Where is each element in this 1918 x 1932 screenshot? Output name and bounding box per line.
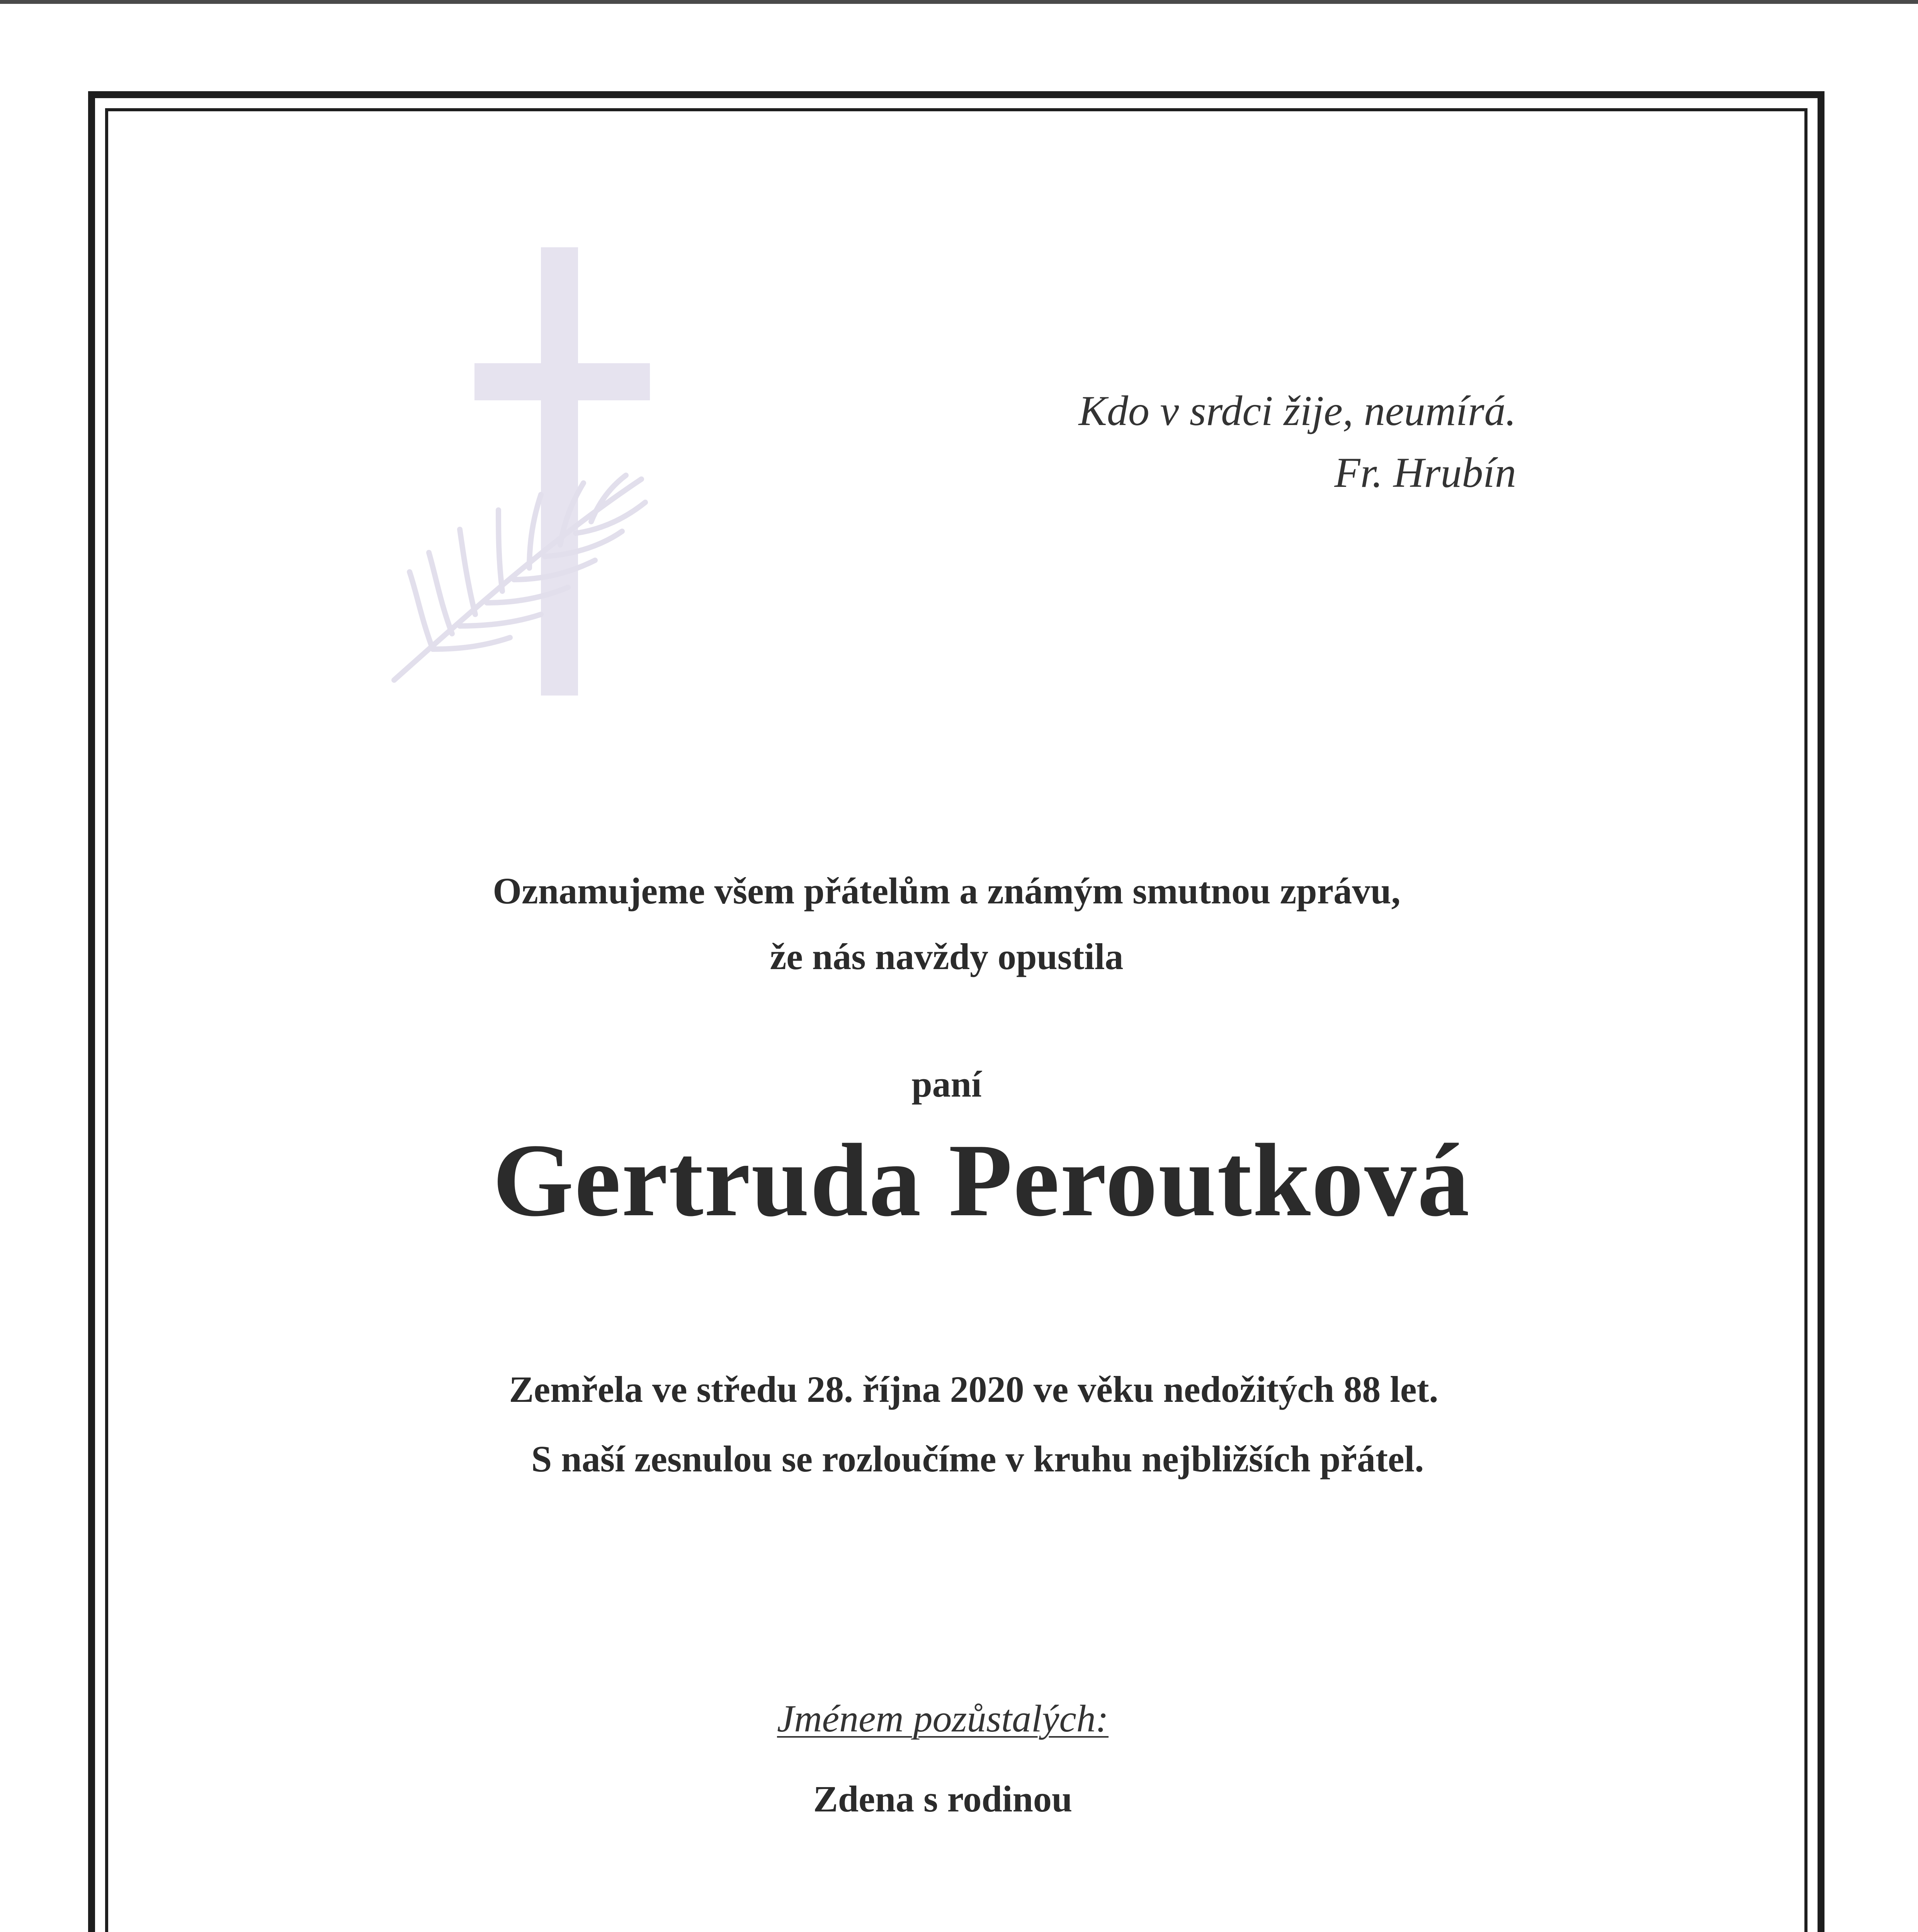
announcement-line-2: že nás navždy opustila — [770, 936, 1124, 977]
cross-with-palm-branch-icon — [386, 247, 665, 696]
cross-horizontal-beam — [474, 363, 650, 400]
bereaved-names: Zdena s rodinou — [813, 1778, 1073, 1820]
death-details-line-1: Zemřela ve středu 28. října 2020 ve věku nedožitých 88 let. — [509, 1369, 1438, 1410]
mourning-frame-inner — [105, 108, 1807, 1932]
death-details-line-2: S naší zesnulou se rozloučíme v kruhu nejbližších přátel. — [531, 1438, 1424, 1480]
cross-vertical-beam — [541, 247, 578, 696]
announcement-line-1: Oznamujeme všem přátelům a známým smutnou zprávu, — [493, 870, 1401, 912]
bereaved-label: Jménem pozůstalých: — [777, 1697, 1109, 1740]
palm-branch — [394, 475, 645, 680]
deceased-title: paní — [911, 1063, 982, 1105]
quote-author: Fr. Hrubín — [1334, 449, 1516, 496]
deceased-name: Gertruda Peroutková — [492, 1122, 1471, 1238]
top-edge-rule — [0, 0, 1918, 4]
memorial-quote: Kdo v srdci žije, neumírá. — [1078, 387, 1516, 434]
